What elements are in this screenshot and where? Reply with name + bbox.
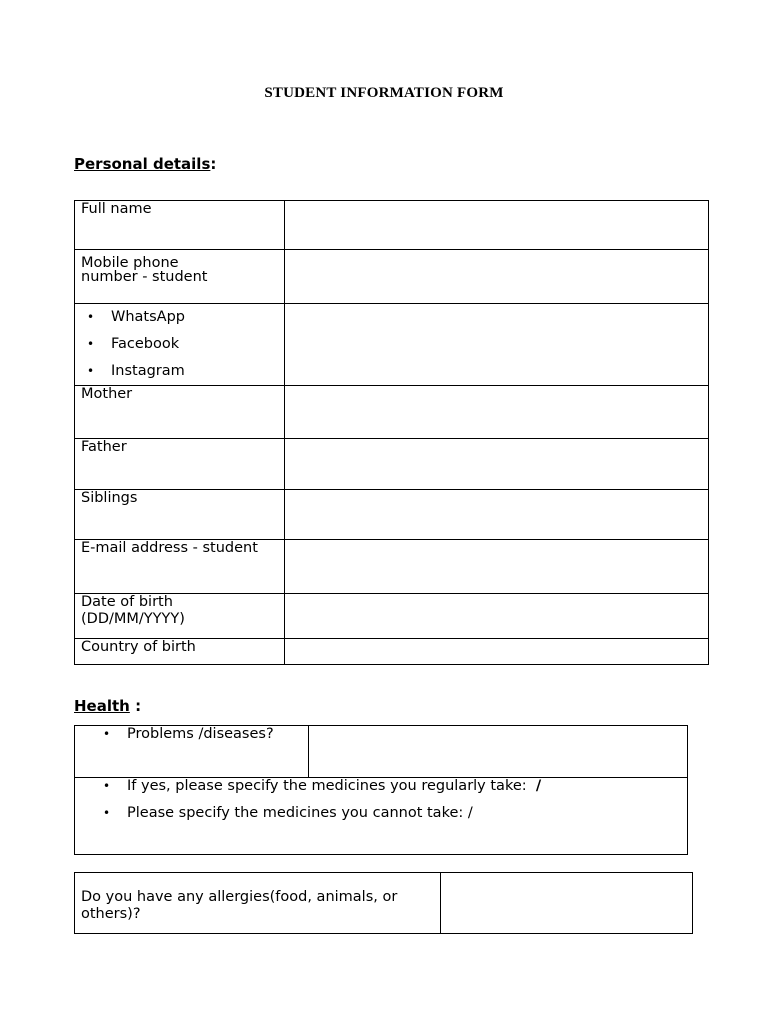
list-item: • Please specify the medicines you cannot take: / bbox=[103, 805, 473, 821]
allergies-table bbox=[74, 872, 693, 934]
list-item: • Problems /diseases? bbox=[103, 726, 274, 742]
country-of-birth-label: Country of birth bbox=[75, 639, 285, 665]
allergies-label: Do you have any allergies(food, animals, or others)? bbox=[75, 873, 441, 934]
email-field[interactable] bbox=[285, 540, 709, 594]
father-field[interactable] bbox=[285, 439, 709, 490]
social-media-list bbox=[81, 304, 284, 385]
social-media-label bbox=[75, 304, 285, 386]
mobile-phone-field[interactable] bbox=[285, 250, 709, 304]
personal-details-table bbox=[74, 200, 709, 665]
personal-details-heading: Personal details: bbox=[74, 155, 217, 173]
date-of-birth-label: Date of birth (DD/MM/YYYY) bbox=[75, 594, 285, 639]
problems-field[interactable] bbox=[309, 726, 688, 778]
list-item: • Instagram bbox=[87, 363, 185, 379]
mobile-phone-label: Mobile phone number - student bbox=[75, 250, 285, 304]
allergies-field[interactable] bbox=[441, 873, 693, 934]
form-title: STUDENT INFORMATION FORM bbox=[264, 85, 504, 101]
mother-field[interactable] bbox=[285, 386, 709, 439]
country-of-birth-field[interactable] bbox=[285, 639, 709, 665]
health-table bbox=[74, 725, 688, 855]
mother-label: Mother bbox=[75, 386, 285, 439]
email-label: E-mail address - student bbox=[75, 540, 285, 594]
social-media-field[interactable] bbox=[285, 304, 709, 386]
siblings-label: Siblings bbox=[75, 490, 285, 540]
list-item: • WhatsApp bbox=[87, 309, 185, 325]
health-heading: Health : bbox=[74, 697, 142, 715]
full-name-field[interactable] bbox=[285, 201, 709, 250]
list-item: • If yes, please specify the medicines you regularly take: / bbox=[103, 778, 542, 794]
siblings-field[interactable] bbox=[285, 490, 709, 540]
father-label: Father bbox=[75, 439, 285, 490]
problems-label bbox=[75, 726, 309, 778]
medicines-field[interactable] bbox=[75, 778, 688, 855]
date-of-birth-field[interactable] bbox=[285, 594, 709, 639]
full-name-label: Full name bbox=[75, 201, 285, 250]
list-item: • Facebook bbox=[87, 336, 180, 352]
